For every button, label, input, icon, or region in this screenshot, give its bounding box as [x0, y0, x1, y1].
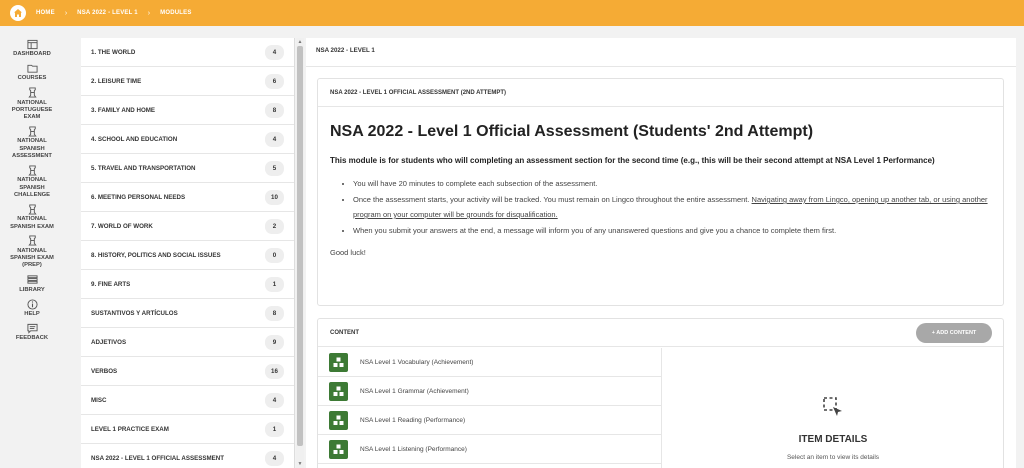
module-item[interactable] [81, 270, 294, 299]
module-count-badge: 4 [265, 393, 284, 408]
nav-item-national-spanish-assessment[interactable] [0, 125, 64, 160]
nav-label: NATIONAL PORTUGUESE EXAM [11, 99, 53, 121]
nav-label: LIBRARY [19, 286, 45, 293]
content-header [318, 319, 1003, 347]
module-count-badge: 5 [265, 161, 284, 176]
module-description: This module is for students who will completing an assessment section for the second time (e.g., this will be their second attempt at NSA Level 1 Performance) [330, 156, 935, 165]
module-name: SUSTANTIVOS Y ARTÍCULOS [91, 309, 178, 317]
module-count-badge: 2 [265, 219, 284, 234]
module-item[interactable] [81, 241, 294, 270]
module-name: 3. FAMILY AND HOME [91, 106, 156, 114]
module-item[interactable] [81, 67, 294, 96]
module-item[interactable] [81, 125, 294, 154]
module-name: 2. LEISURE TIME [91, 77, 142, 85]
module-name: 5. TRAVEL AND TRANSPORTATION [91, 164, 196, 172]
folder-icon [26, 62, 38, 74]
module-count-badge: 10 [265, 190, 284, 205]
content-item-title: NSA Level 1 Reading (Performance) [360, 416, 466, 424]
dashboard-icon [26, 38, 38, 50]
module-name: 1. THE WORLD [91, 48, 136, 56]
nav-label: NATIONAL SPANISH EXAM (PREP) [10, 247, 54, 269]
module-item[interactable] [81, 415, 294, 444]
nav-label: COURSES [17, 75, 47, 82]
nav-item-national-spanish-exam-prep[interactable] [0, 235, 64, 270]
breadcrumb-course[interactable]: NSA 2022 - LEVEL 1 [77, 10, 138, 16]
nav-item-courses[interactable] [0, 62, 64, 82]
nav-label: DASHBOARD [13, 51, 51, 57]
content-item-title: NSA Level 1 Listening (Performance) [360, 445, 467, 453]
module-name: VERBOS [91, 367, 118, 375]
module-count-badge: 8 [265, 306, 284, 321]
instruction-underlined-text: Navigating away from Lingco, opening up another tab, or using another program on your computer will be grounds for disqualification. [353, 195, 988, 219]
scrollbar-thumb[interactable] [297, 46, 303, 446]
module-count-badge: 4 [265, 45, 284, 60]
module-name: 6. MEETING PERSONAL NEEDS [91, 193, 186, 201]
nav-label: NATIONAL SPANISH EXAM [10, 216, 54, 230]
nav-item-library[interactable] [0, 274, 64, 294]
module-list-scrollbar[interactable] [296, 38, 304, 468]
module-item[interactable] [81, 357, 294, 386]
add-content-button[interactable]: + ADD CONTENT [916, 323, 992, 343]
left-nav [0, 38, 64, 468]
page-title: NSA 2022 - LEVEL 1 [316, 47, 375, 54]
content-item[interactable] [318, 348, 661, 377]
module-count-badge: 4 [265, 132, 284, 147]
module-item[interactable] [81, 328, 294, 357]
module-item[interactable] [81, 96, 294, 125]
nav-item-feedback[interactable] [0, 322, 64, 342]
module-item[interactable] [81, 154, 294, 183]
home-icon[interactable] [10, 5, 26, 21]
feedback-icon [26, 322, 38, 334]
content-module-icon [329, 353, 348, 372]
module-item[interactable] [81, 183, 294, 212]
instruction-item: • When you submit your answers at the end, a message will inform you of any unanswered questions and give you a chance to complete them first. [353, 223, 991, 238]
tower-icon [26, 125, 38, 137]
module-item[interactable] [81, 38, 294, 67]
module-count-badge: 16 [265, 364, 284, 379]
content-module-icon [329, 411, 348, 430]
nav-label: NATIONAL SPANISH CHALLENGE [13, 177, 51, 198]
library-icon [26, 274, 38, 286]
select-cursor-icon [822, 396, 844, 418]
instruction-item: • You will have 20 minutes to complete each subsection of the assessment. [353, 176, 991, 191]
nav-item-national-spanish-exam[interactable] [0, 203, 64, 231]
module-name: 4. SCHOOL AND EDUCATION [91, 135, 178, 143]
nav-item-help[interactable] [0, 298, 64, 318]
breadcrumb-modules[interactable]: MODULES [160, 10, 192, 16]
tower-icon [26, 203, 38, 215]
module-item[interactable] [81, 212, 294, 241]
module-list [81, 38, 295, 468]
top-bar [0, 0, 1024, 26]
module-count-badge: 1 [265, 277, 284, 292]
nav-label: NATIONAL SPANISH ASSESSMENT [12, 138, 52, 160]
nav-label: FEEDBACK [15, 335, 49, 342]
content-item[interactable] [318, 377, 661, 406]
closing-text: Good luck! [330, 248, 366, 257]
module-name: NSA 2022 - LEVEL 1 OFFICIAL ASSESSMENT [91, 454, 225, 462]
nav-item-national-portuguese-exam[interactable] [0, 87, 64, 122]
breadcrumb-home[interactable]: HOME [36, 10, 55, 16]
tower-icon [26, 87, 38, 99]
module-count-badge: 0 [265, 248, 284, 263]
instructions-list [330, 176, 991, 238]
scroll-up-icon[interactable]: ▲ [297, 39, 303, 45]
instruction-text: Once the assessment starts, your activity will be tracked. You must remain on Lingco throughout the entire assessment. [353, 195, 752, 204]
tower-icon [26, 235, 38, 247]
module-name: 8. HISTORY, POLITICS AND SOCIAL ISSUES [91, 251, 221, 259]
content-item[interactable] [318, 435, 661, 464]
module-item[interactable] [81, 444, 294, 468]
nav-item-national-spanish-challenge[interactable] [0, 164, 64, 199]
module-description-card [317, 78, 1004, 306]
content-item-title: NSA Level 1 Vocabulary (Achievement) [360, 358, 474, 366]
content-list [318, 348, 661, 464]
breadcrumb [36, 10, 192, 17]
content-item-title: NSA Level 1 Grammar (Achievement) [360, 387, 469, 395]
module-item[interactable] [81, 299, 294, 328]
nav-item-dashboard[interactable] [0, 38, 64, 58]
module-name: 9. FINE ARTS [91, 280, 131, 288]
breadcrumb-separator: › [64, 9, 68, 17]
module-count-badge: 4 [265, 451, 284, 466]
divider [306, 66, 1016, 67]
nav-label: HELP [24, 311, 40, 318]
module-item[interactable] [81, 386, 294, 415]
module-count-badge: 8 [265, 103, 284, 118]
content-module-icon [329, 440, 348, 459]
content-card [317, 318, 1004, 468]
main-panel [306, 38, 1016, 468]
scroll-down-icon[interactable]: ▼ [297, 461, 303, 467]
instruction-item [353, 192, 991, 222]
tower-icon [26, 164, 38, 176]
module-count-badge: 9 [265, 335, 284, 350]
module-title: NSA 2022 - Level 1 Official Assessment (Students' 2nd Attempt) [330, 123, 814, 140]
module-count-badge: 1 [265, 422, 284, 437]
content-label: CONTENT [330, 329, 359, 336]
content-item[interactable] [318, 406, 661, 435]
breadcrumb-separator: › [147, 9, 151, 17]
module-name: 7. WORLD OF WORK [91, 222, 153, 230]
content-module-icon [329, 382, 348, 401]
info-icon [26, 298, 38, 310]
item-details-title: ITEM DETAILS [798, 434, 868, 445]
module-name: LEVEL 1 PRACTICE EXAM [91, 425, 169, 433]
module-count-badge: 6 [265, 74, 284, 89]
item-details-subtitle: Select an item to view its details [786, 454, 880, 461]
item-details-panel [662, 348, 1004, 468]
card-header: NSA 2022 - LEVEL 1 OFFICIAL ASSESSMENT (2ND ATTEMPT) [318, 79, 1003, 107]
card-body [318, 107, 1003, 257]
module-name: MISC [91, 396, 107, 404]
module-name: ADJETIVOS [91, 338, 127, 346]
